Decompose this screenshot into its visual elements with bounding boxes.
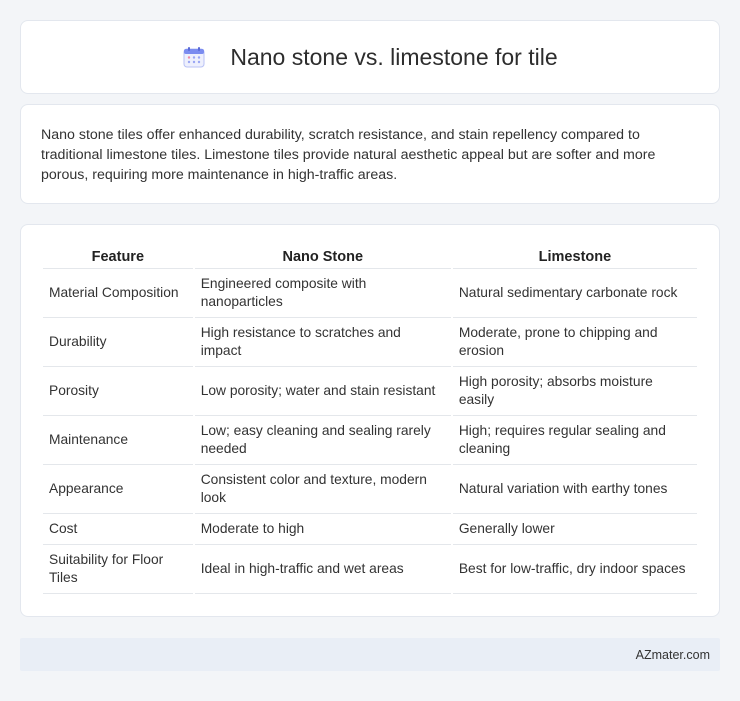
nano-stone-cell: Low; easy cleaning and sealing rarely needed bbox=[195, 416, 451, 465]
limestone-cell: Natural variation with earthy tones bbox=[453, 465, 697, 514]
header-nano-stone: Nano Stone bbox=[195, 245, 451, 269]
feature-cell: Porosity bbox=[43, 367, 193, 416]
limestone-cell: Moderate, prone to chipping and erosion bbox=[453, 318, 697, 367]
nano-stone-cell: Moderate to high bbox=[195, 514, 451, 545]
footer-brand[interactable]: AZmater.com bbox=[635, 647, 710, 662]
feature-cell: Suitability for Floor Tiles bbox=[43, 545, 193, 594]
limestone-cell: Generally lower bbox=[453, 514, 697, 545]
table-row bbox=[43, 416, 697, 465]
nano-stone-cell: Ideal in high-traffic and wet areas bbox=[195, 545, 451, 594]
limestone-cell: High porosity; absorbs moisture easily bbox=[453, 367, 697, 416]
table-row bbox=[43, 514, 697, 545]
comparison-table bbox=[41, 245, 699, 594]
nano-stone-cell: High resistance to scratches and impact bbox=[195, 318, 451, 367]
feature-cell: Material Composition bbox=[43, 269, 193, 318]
table-row bbox=[43, 367, 697, 416]
nano-stone-cell: Low porosity; water and stain resistant bbox=[195, 367, 451, 416]
header-limestone: Limestone bbox=[453, 245, 697, 269]
intro-text: Nano stone tiles offer enhanced durability, scratch resistance, and stain repellency compared to traditional limestone tiles. Limestone tiles provide natural aesthetic appeal but are softer and more porous, requiring more maintenance in high-traffic areas. bbox=[41, 127, 656, 183]
feature-cell: Durability bbox=[43, 318, 193, 367]
page-title: Nano stone vs. limestone for tile bbox=[230, 43, 558, 70]
limestone-cell: High; requires regular sealing and cleaning bbox=[453, 416, 697, 465]
limestone-cell: Natural sedimentary carbonate rock bbox=[453, 269, 697, 318]
nano-stone-cell: Engineered composite with nanoparticles bbox=[195, 269, 451, 318]
header-feature: Feature bbox=[43, 245, 193, 269]
nano-stone-cell: Consistent color and texture, modern look bbox=[195, 465, 451, 514]
calendar-icon bbox=[182, 45, 206, 69]
table-row bbox=[43, 545, 697, 594]
feature-cell: Maintenance bbox=[43, 416, 193, 465]
feature-cell: Appearance bbox=[43, 465, 193, 514]
limestone-cell: Best for low-traffic, dry indoor spaces bbox=[453, 545, 697, 594]
footer bbox=[20, 638, 720, 671]
comparison-card bbox=[20, 224, 720, 617]
title-card bbox=[20, 20, 720, 94]
feature-cell: Cost bbox=[43, 514, 193, 545]
table-header-row bbox=[43, 245, 697, 269]
table-row bbox=[43, 465, 697, 514]
table-row bbox=[43, 269, 697, 318]
table-row bbox=[43, 318, 697, 367]
intro-card bbox=[20, 104, 720, 204]
